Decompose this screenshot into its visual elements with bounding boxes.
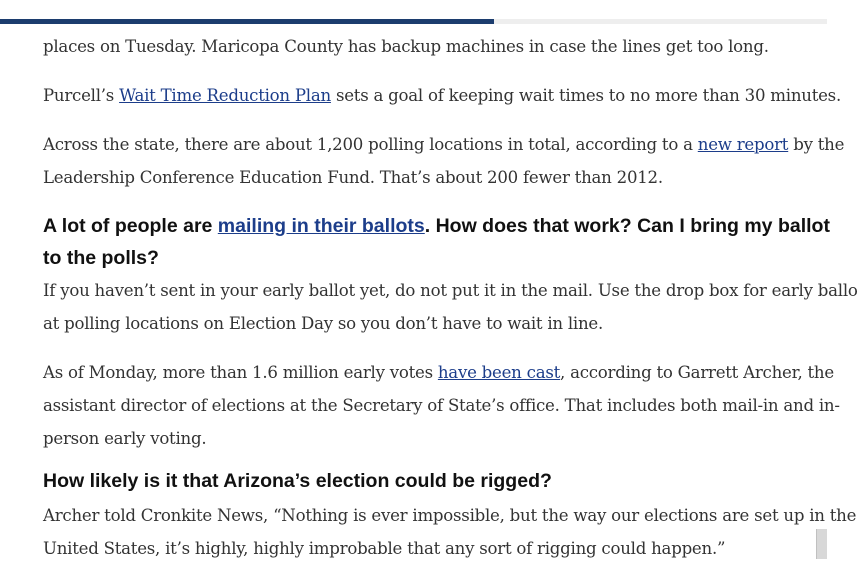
paragraph-text: As of Monday, more than 1.6 million early votes [43, 363, 438, 382]
paragraph-backup-machines [43, 30, 843, 63]
paragraph-line: If you haven’t sent in your early ballot yet, do not put it in the mail. Use the drop box for early ballo [43, 281, 858, 300]
paragraph-line: United States, it’s highly, highly improbable that any sort of rigging could happen.” [43, 539, 726, 558]
reading-progress-fill [0, 19, 494, 24]
paragraph-text: sets a goal of keeping wait times to no more than 30 minutes. [330, 86, 841, 105]
paragraph-text: , according to Garrett Archer, the [560, 363, 834, 382]
wait-time-reduction-plan-link[interactable]: Wait Time Reduction Plan [119, 86, 331, 105]
paragraph-line [43, 79, 843, 112]
paragraph-early-votes [43, 356, 843, 455]
paragraph-line [43, 356, 843, 389]
heading-mail-ballots [43, 210, 843, 274]
paragraph-text: Purcell’s [43, 86, 120, 105]
paragraph-wait-time [43, 79, 843, 112]
paragraph-text: by the [788, 135, 845, 154]
mailing-in-ballots-link[interactable]: mailing in their ballots [217, 215, 425, 237]
reading-progress-bar [0, 19, 827, 24]
paragraph-text: places on Tuesday. Maricopa County has backup machines in case the lines get too long. [43, 37, 769, 56]
paragraph-line: Leadership Conference Education Fund. That’s about 200 fewer than 2012. [43, 168, 663, 187]
section-heading-line [43, 210, 843, 242]
paragraph-early-ballot [43, 274, 858, 340]
paragraph-line: person early voting. [43, 429, 207, 448]
heading-text: A lot of people are [43, 215, 218, 237]
paragraph-archer-quote [43, 499, 857, 565]
scrollbar-thumb[interactable] [816, 529, 827, 559]
have-been-cast-link[interactable]: have been cast [437, 363, 561, 382]
paragraph-text: Across the state, there are about 1,200 polling locations in total, according to a [43, 135, 698, 154]
paragraph-line: at polling locations on Election Day so you don’t have to wait in line. [43, 314, 604, 333]
new-report-link[interactable]: new report [697, 135, 789, 154]
section-heading-line: to the polls? [43, 247, 159, 269]
paragraph-line: assistant director of elections at the Secretary of State’s office. That includes both mail-in and in- [43, 396, 840, 415]
article-body [43, 30, 858, 581]
heading-text: . How does that work? Can I bring my ballot [424, 215, 830, 237]
paragraph-polling-locations [43, 128, 843, 194]
paragraph-line [43, 128, 843, 161]
paragraph-line: Archer told Cronkite News, “Nothing is ever impossible, but the way our elections are set up in the [43, 506, 857, 525]
heading-election-rigged: How likely is it that Arizona’s election could be rigged? [43, 470, 552, 492]
